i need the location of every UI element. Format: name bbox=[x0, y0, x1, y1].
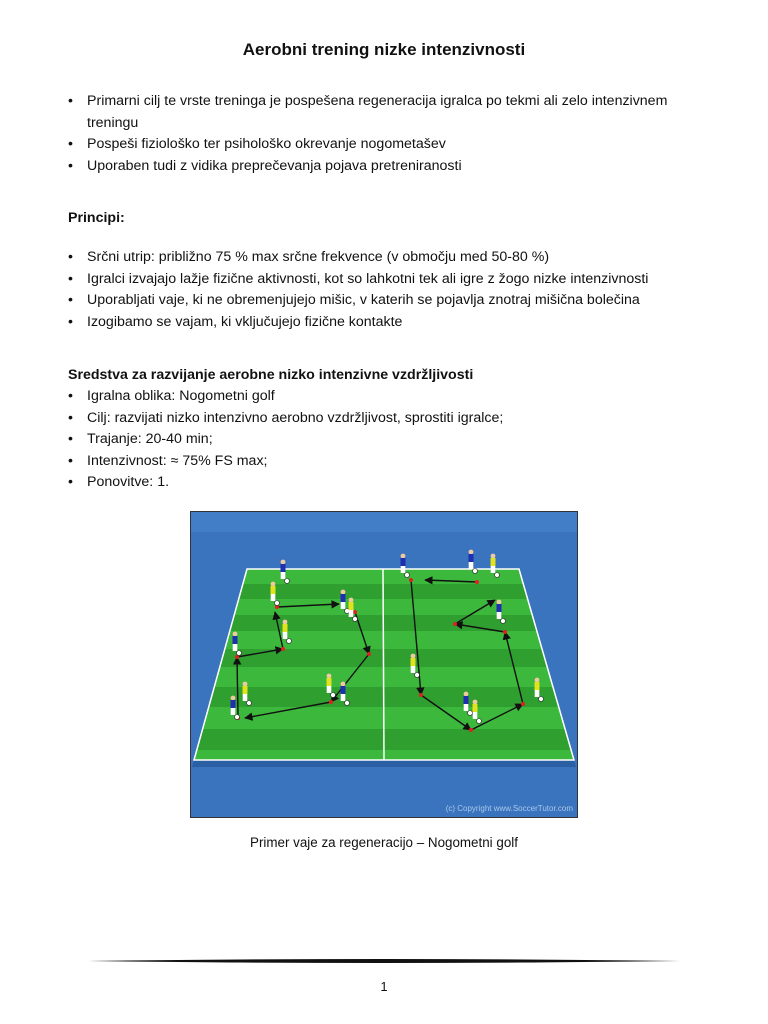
page-title: Aerobni trening nizke intenzivnosti bbox=[242, 40, 526, 59]
figure-caption: Primer vaje za regeneracijo – Nogometni golf bbox=[250, 835, 518, 850]
means-bullet-1: • Igralna oblika: Nogometni golf bbox=[68, 386, 708, 408]
diagram-watermark: (c) Copyright www.SoccerTutor.com bbox=[445, 804, 573, 813]
principle-bullet-2: • Igralci izvajajo lažje fizične aktivnosti, kot so lahkotni tek ali igre z žogo nizke intenzivnosti bbox=[68, 269, 708, 291]
soccer-golf-diagram bbox=[190, 511, 578, 818]
halfway-line bbox=[383, 569, 384, 760]
intro-bullet-3: • Uporaben tudi z vidika preprečevanja pojava pretreniranosti bbox=[68, 156, 708, 178]
principles-bullet-list bbox=[68, 247, 708, 333]
intro-bullet-1: • Primarni cilj te vrste treninga je pospešena regeneracija igralca po tekmi ali zelo intenzivnem treningu bbox=[68, 91, 708, 134]
intro-bullet-list bbox=[68, 91, 708, 177]
means-bullet-list bbox=[68, 386, 708, 494]
principles-heading: Principi: bbox=[68, 210, 125, 226]
principle-bullet-4: • Izogibamo se vajam, ki vključujejo fizične kontakte bbox=[68, 312, 708, 334]
means-heading: Sredstva za razvijanje aerobne nizko intenzivne vzdržljivosti bbox=[68, 367, 474, 383]
means-bullet-3: • Trajanje: 20-40 min; bbox=[68, 429, 708, 451]
means-bullet-4: • Intenzivnost: ≈ 75% FS max; bbox=[68, 451, 708, 473]
means-bullet-2: • Cilj: razvijati nizko intenzivno aerobno vzdržljivost, sprostiti igralce; bbox=[68, 408, 708, 430]
intro-bullet-2: • Pospeši fiziološko ter psihološko okrevanje nogometašev bbox=[68, 134, 708, 156]
footer-rule bbox=[88, 956, 680, 966]
principle-bullet-1: • Srčni utrip: približno 75 % max srčne frekvence (v območju med 50-80 %) bbox=[68, 247, 708, 269]
principle-bullet-3: • Uporabljati vaje, ki ne obremenjujejo mišic, v katerih se pojavlja znotraj mišična bolečina bbox=[68, 290, 708, 312]
means-bullet-5: • Ponovitve: 1. bbox=[68, 472, 708, 494]
pitch bbox=[191, 569, 577, 760]
page-number: 1 bbox=[380, 979, 388, 994]
